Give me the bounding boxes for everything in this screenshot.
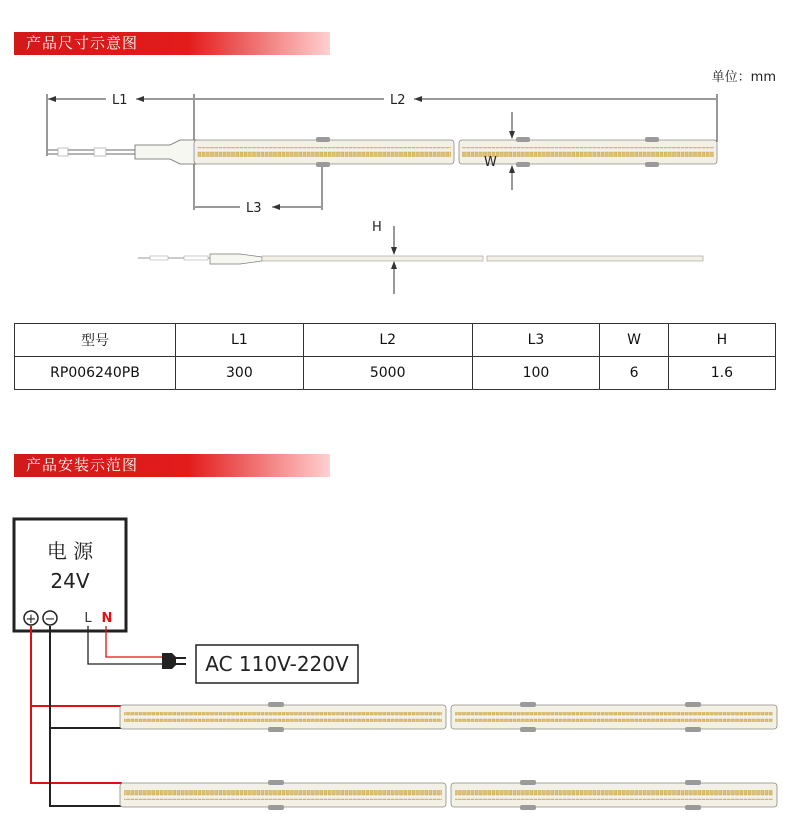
psu-voltage: 24V [50,569,90,593]
l3-label: L3 [246,201,262,216]
unit-label: 单位：mm [711,70,776,85]
header-l1: L1 [176,324,304,357]
end-cap-top [135,140,196,164]
install-section-title: 产品安装示范图 [26,456,139,474]
h-label: H [372,220,382,235]
cell-l1: 300 [176,357,304,390]
psu-title: 电 源 [46,539,94,563]
plug-icon [162,653,186,669]
side-view [138,254,703,264]
cell-l3: 100 [472,357,600,390]
led-strip-top-2 [459,137,717,167]
cell-model: RP006240PB [15,357,176,390]
ac-label: AC 110V-220V [205,652,349,676]
plus-terminal-label: + [25,612,37,627]
terminal-l-label: L [84,611,92,626]
header-h: H [668,324,775,357]
w-label: W [484,155,497,170]
led-strip-row-1 [120,702,777,732]
table-row [15,357,776,390]
size-diagram [0,0,790,320]
minus-terminal-label: − [44,612,56,627]
spec-table-header-row [15,324,776,357]
header-l3: L3 [472,324,600,357]
led-strip-top-1 [194,137,454,167]
spec-table [14,323,776,390]
header-model: 型号 [15,324,176,357]
terminal-n-label: N [101,611,113,626]
cell-h: 1.6 [668,357,775,390]
install-diagram [0,477,790,837]
l2-label: L2 [390,93,406,108]
cell-l2: 5000 [303,357,472,390]
l1-label: L1 [112,93,128,108]
size-section-title: 产品尺寸示意图 [26,34,139,52]
header-w: W [600,324,668,357]
led-strip-row-2 [120,780,777,810]
dc-wires [31,626,122,806]
header-l2: L2 [303,324,472,357]
lead-wires-top [48,148,135,156]
cell-w: 6 [600,357,668,390]
